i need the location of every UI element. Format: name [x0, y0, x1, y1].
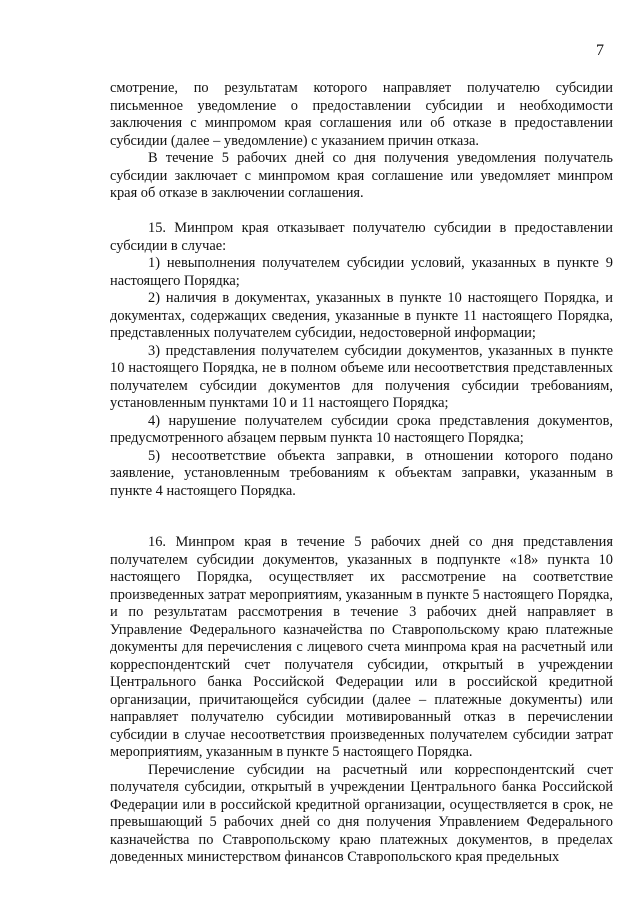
- paragraph: Перечисление субсидии на расчетный или корреспондентский счет получателя субсидии, открытый в учреждении Центрального банка Российской Федерации или в российской кредитной организации, осуществляется в срок, не превышающий 5 рабочих дней со дня получения Управлением Федерального казначейства по Ставропольскому краю платежных документов, в пределах доведенных министерством финансов Ставропольского края предельных: [110, 761, 613, 865]
- list-item: 5) несоответствие объекта заправки, в отношении которого подано заявление, установленным требованиям к объектам заправки, указанным в пункте 4 настоящего Порядка.: [110, 447, 613, 499]
- paragraph-item-16: 16. Минпром края в течение 5 рабочих дней со дня представления получателем субсидии документов, указанных в подпункте «18» пункта 10 настоящего Порядка, осуществляет их рассмотрение на соответствие произведенных затрат мероприятиям, указанным в пункте 5 настоящего Порядка, и по результатам рассмотрения в течение 3 рабочих дней направляет в Управление Федерального казначейства по Ставропольскому краю платежные документы для перечисления с лицевого счета минпрома края на расчетный или корреспондентский счет получателя субсидии, открытый в учреждении Центрального банка Российской Федерации или в российской кредитной организации, причитающейся субсидии (далее – платежные документы) или направляет получателю субсидии мотивированный отказ в перечислении субсидии в случае несоответствия произведенных получателем субсидии затрат мероприятиям, указанным в пункте 5 настоящего Порядка.: [110, 534, 613, 760]
- list-item: 1) невыполнения получателем субсидии условий, указанных в пункте 9 настоящего Порядка;: [110, 255, 613, 289]
- list-item: 2) наличия в документах, указанных в пункте 10 настоящего Порядка, и документах, содержащих сведения, указанные в пункте 11 настоящего Порядка, представленных получателем субсидии, недостоверной информации;: [110, 290, 613, 341]
- paragraph: смотрение, по результатам которого направляет получателю субсидии письменное уведомление о предоставлении субсидии и необходимости заключения с минпромом края соглашения или об отказе в предоставлении субсидии (далее – уведомление) с указанием причин отказа.: [110, 80, 613, 149]
- paragraph: В течение 5 рабочих дней со дня получения уведомления получатель субсидии заключает с минпромом края соглашение или уведомляет минпром края об отказе в заключении соглашения.: [110, 150, 613, 201]
- list-item: 4) нарушение получателем субсидии срока представления документов, предусмотренного абзацем первым пункта 10 настоящего Порядка;: [110, 412, 613, 446]
- list-item: 3) представления получателем субсидии документов, указанных в пункте 10 настоящего Порядка, не в полном объеме или несоответствия представленных получателем субсидии документов для получения субсидии требованиям, установленным пунктами 10 и 11 настоящего Порядка;: [110, 342, 613, 411]
- paragraph-item-15: 15. Минпром края отказывает получателю субсидии в предоставлении субсидии в случае:: [110, 220, 613, 254]
- document-body: [110, 80, 613, 867]
- page-number: 7: [596, 42, 604, 59]
